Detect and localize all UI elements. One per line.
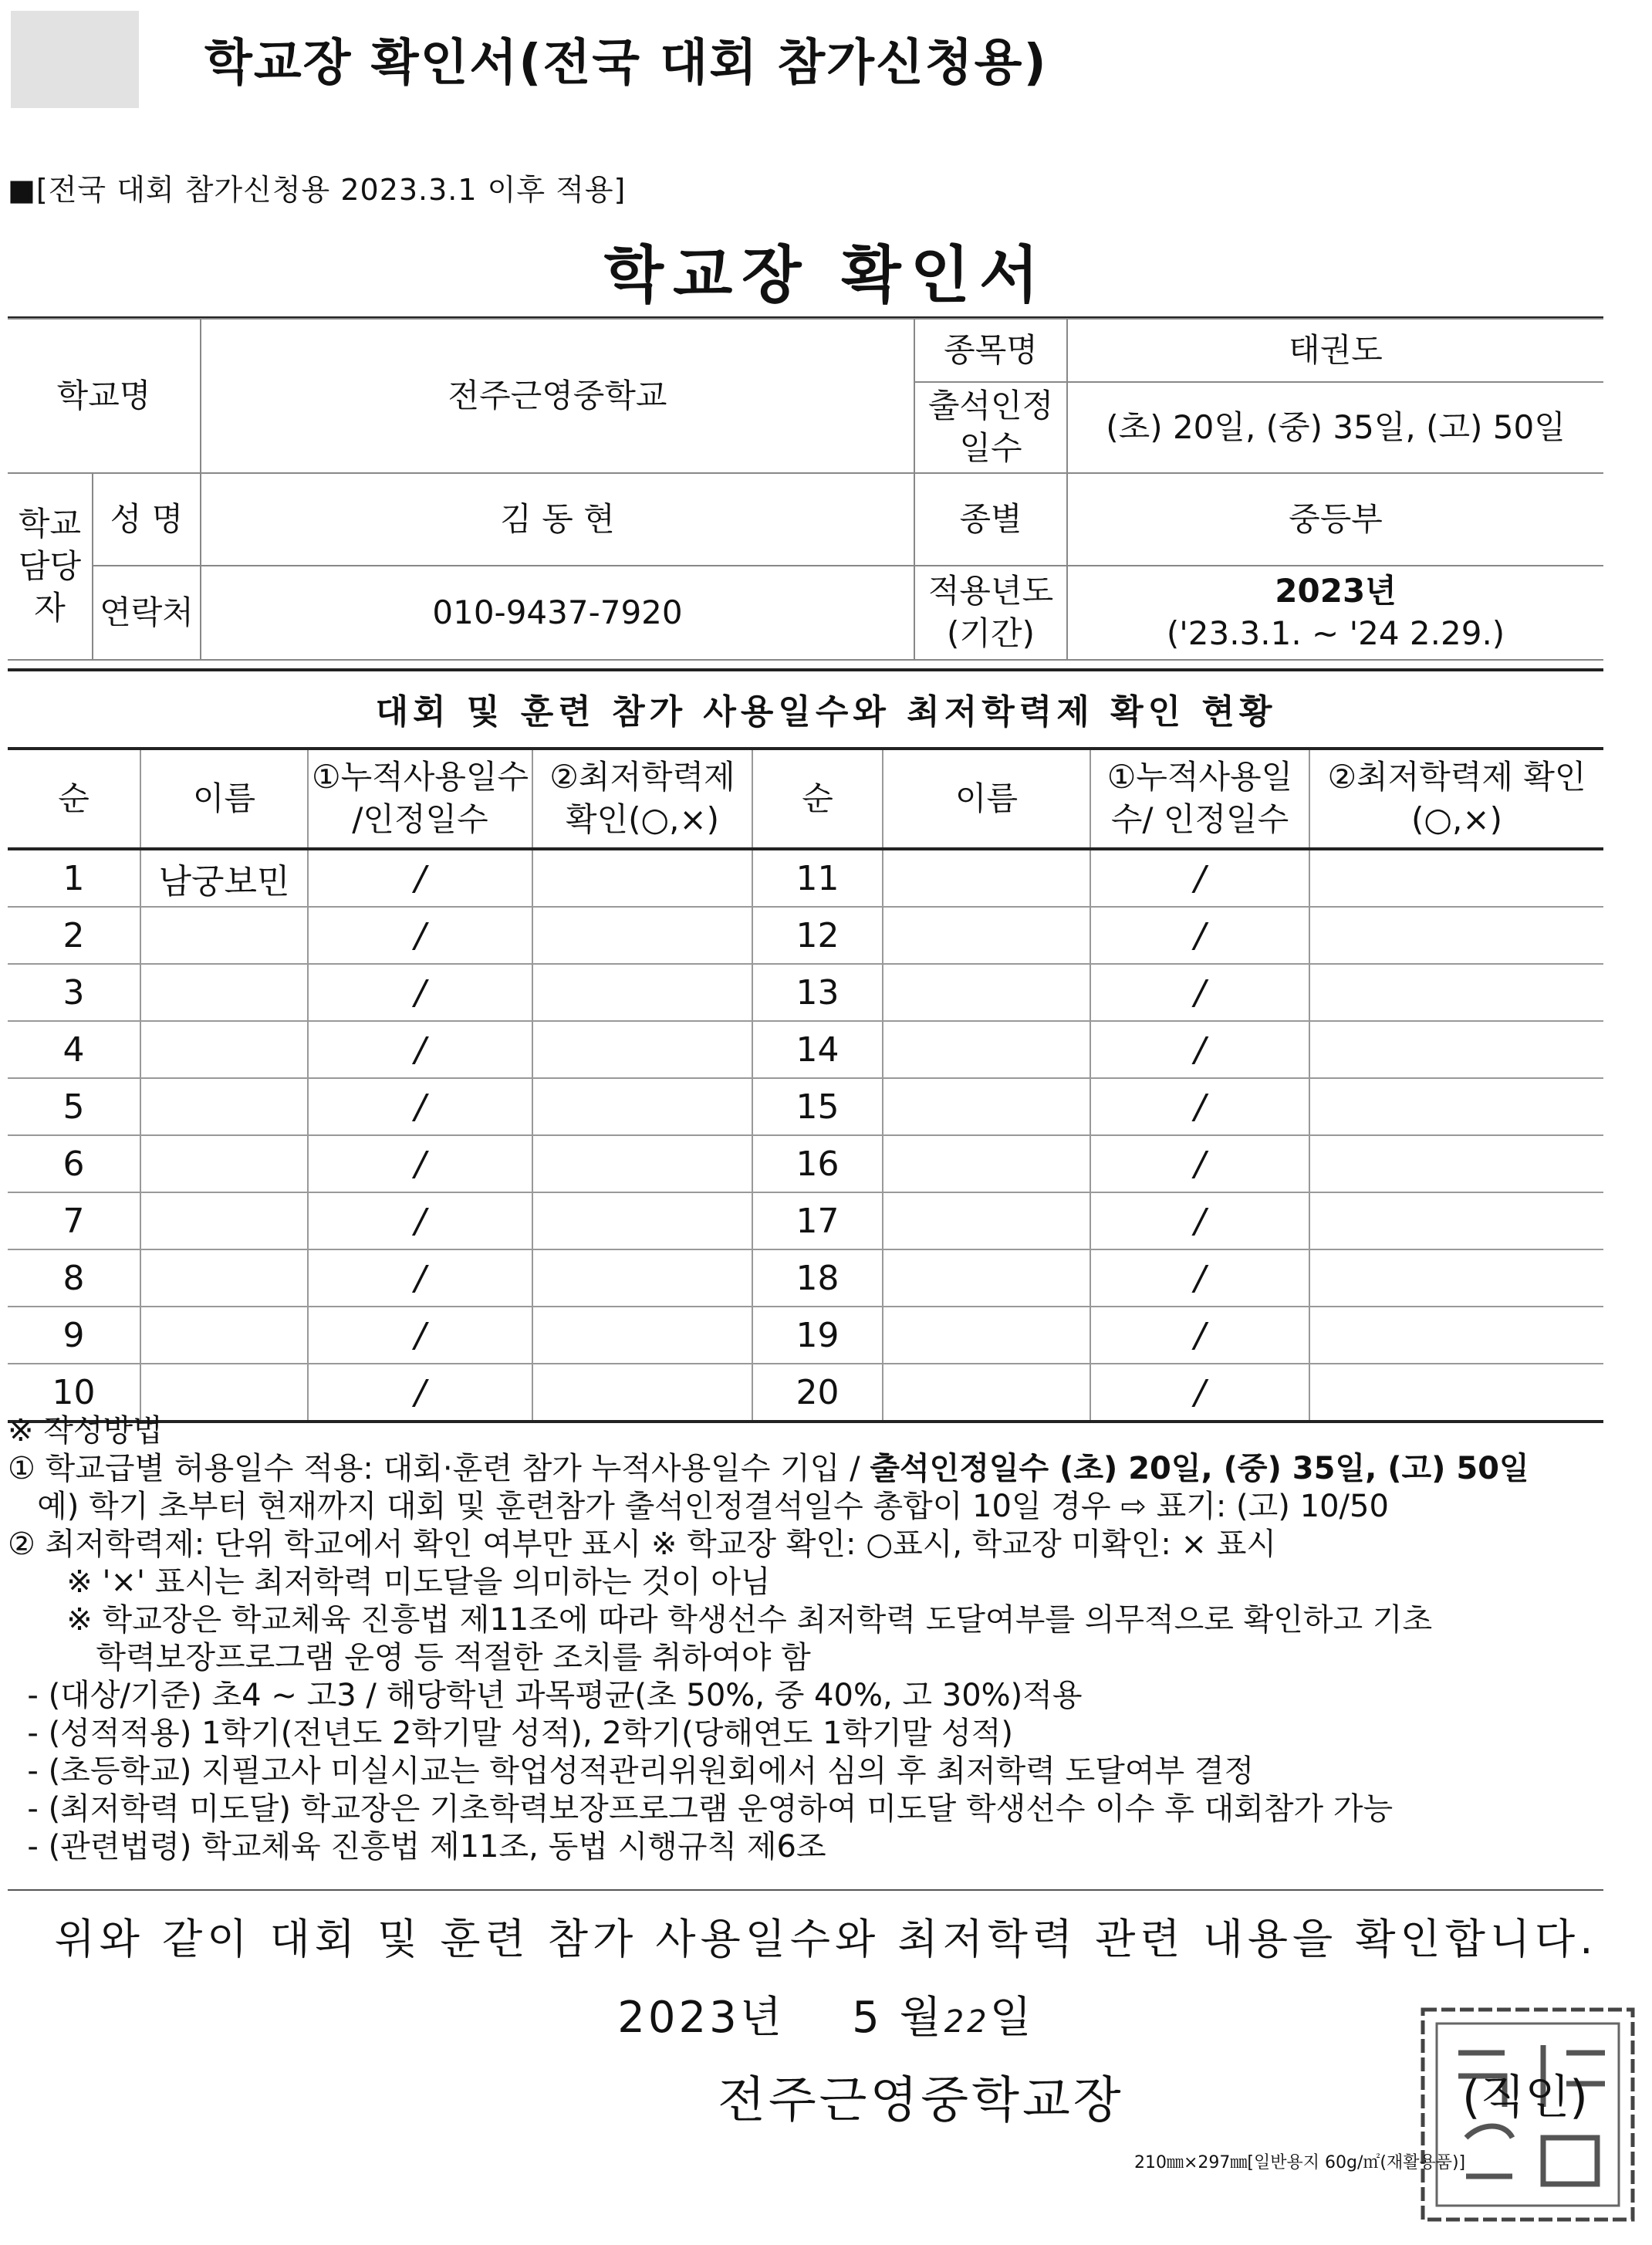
row-name: [883, 1249, 1090, 1307]
row-days: /: [308, 1307, 532, 1364]
row-days: /: [308, 1249, 532, 1307]
criteria-below-min: - (최저학력 미도달) 학교장은 기초학력보장프로그램 운영하여 미도달 학생선수 이수 후 대회참가 가능: [8, 1791, 1394, 1827]
roster-table: [8, 747, 1603, 1423]
row-days: /: [1090, 1078, 1309, 1135]
row-name: [140, 1021, 308, 1078]
principal-title: 전주근영중학교장: [718, 2072, 1124, 2129]
school-label: 학교명: [8, 319, 201, 473]
banner-title: 학교장 확인서(전국 대회 참가신청용): [204, 35, 1048, 92]
row-no: 10: [8, 1364, 140, 1422]
col-no-right: 순: [752, 749, 883, 849]
row-no: 15: [752, 1078, 883, 1135]
division-label: 종별: [914, 473, 1067, 566]
row-check: [532, 1021, 752, 1078]
form-tag: ■[전국 대회 참가신청용 2023.3.1 이후 적용]: [8, 173, 627, 207]
row-days: /: [1090, 964, 1309, 1021]
row-check: [532, 1249, 752, 1307]
table-row: [8, 1249, 1603, 1307]
seal-label: (직인): [1462, 2071, 1588, 2125]
row-days: /: [308, 849, 532, 907]
row-check: [532, 1192, 752, 1249]
page-title: 학교장 확인서: [603, 239, 1049, 311]
row-days: /: [1090, 907, 1309, 964]
row-days: /: [1090, 1249, 1309, 1307]
row-name: [140, 907, 308, 964]
row-no: 16: [752, 1135, 883, 1192]
row-check: [1309, 849, 1603, 907]
instruction-1-bold: 출석인정일수 (초) 20일, (중) 35일, (고) 50일: [870, 1451, 1529, 1486]
row-no: 6: [8, 1135, 140, 1192]
row-check: [1309, 907, 1603, 964]
attendance-value: (초) 20일, (중) 35일, (고) 50일: [1067, 382, 1603, 473]
row-check: [1309, 1192, 1603, 1249]
header-banner: [0, 0, 1652, 116]
row-days: /: [308, 964, 532, 1021]
row-name: [883, 964, 1090, 1021]
row-no: 11: [752, 849, 883, 907]
col-name-right: 이름: [883, 749, 1090, 849]
table-row: [8, 964, 1603, 1021]
row-no: 7: [8, 1192, 140, 1249]
row-days: /: [308, 1135, 532, 1192]
instruction-2-note-b-cont: 학력보장프로그램 운영 등 적절한 조치를 취하여야 함: [8, 1640, 811, 1675]
row-check: [532, 1135, 752, 1192]
row-name: [140, 1307, 308, 1364]
criteria-laws: - (관련법령) 학교체육 진흥법 제11조, 동법 시행규칙 제6조: [8, 1829, 826, 1865]
section-heading: 대회 및 훈련 참가 사용일수와 최저학력제 확인 현황: [375, 692, 1277, 732]
phone-label: 연락처: [93, 566, 201, 660]
row-days: /: [1090, 1364, 1309, 1422]
table-row: [8, 1135, 1603, 1192]
col-days-left: ①누적사용일수 /인정일수: [308, 749, 532, 849]
row-no: 3: [8, 964, 140, 1021]
name-value: 김 동 현: [201, 473, 914, 566]
row-check: [532, 907, 752, 964]
table-row: [8, 849, 1603, 907]
date-day: 22: [944, 2004, 990, 2040]
row-check: [1309, 1249, 1603, 1307]
row-name: [883, 1307, 1090, 1364]
col-name-left: 이름: [140, 749, 308, 849]
row-days: /: [1090, 1021, 1309, 1078]
row-name: [883, 1135, 1090, 1192]
row-name: [140, 1192, 308, 1249]
row-name: [883, 849, 1090, 907]
row-days: /: [308, 1021, 532, 1078]
paper-spec: 210㎜×297㎜[일반용지 60g/㎡(재활용품)]: [1134, 2153, 1466, 2172]
row-no: 17: [752, 1192, 883, 1249]
date-month-unit: 월: [899, 1993, 944, 2043]
division-value: 중등부: [1067, 473, 1603, 566]
row-no: 19: [752, 1307, 883, 1364]
name-label: 성 명: [93, 473, 201, 566]
period-value: ('23.3.1. ~ '24 2.29.): [1166, 614, 1505, 652]
row-check: [1309, 1307, 1603, 1364]
sport-label: 종목명: [914, 319, 1067, 382]
instructions-title: ※ 작성방법: [8, 1413, 163, 1449]
confirmation-statement: 위와 같이 대회 및 훈련 참가 사용일수와 최저학력 관련 내용을 확인합니다.: [54, 1915, 1598, 1963]
col-days-right: ①누적사용일수/ 인정일수: [1090, 749, 1309, 849]
row-days: /: [1090, 1192, 1309, 1249]
school-value: 전주근영중학교: [201, 319, 914, 473]
criteria-grades: - (성적적용) 1학기(전년도 2학기말 성적), 2학기(당해연도 1학기말 성적): [8, 1716, 1014, 1751]
table-row: [8, 1021, 1603, 1078]
row-no: 13: [752, 964, 883, 1021]
row-no: 18: [752, 1249, 883, 1307]
row-name: [883, 1021, 1090, 1078]
row-days: /: [308, 907, 532, 964]
sport-value: 태권도: [1067, 319, 1603, 382]
row-check: [1309, 964, 1603, 1021]
row-name: [140, 964, 308, 1021]
instruction-1: [8, 1450, 1620, 1488]
row-no: 20: [752, 1364, 883, 1422]
row-name: [140, 1135, 308, 1192]
year-label: 적용년도 (기간): [914, 566, 1067, 660]
instructions: [8, 1412, 1620, 1866]
table-row: [8, 1192, 1603, 1249]
row-no: 5: [8, 1078, 140, 1135]
row-no: 4: [8, 1021, 140, 1078]
info-bottom-rule: [8, 668, 1603, 671]
row-name: [140, 1249, 308, 1307]
row-days: /: [1090, 849, 1309, 907]
date-day-unit: 일: [989, 1993, 1035, 2043]
criteria-elementary: - (초등학교) 지필고사 미실시교는 학업성적관리위원회에서 심의 후 최저학력 도달여부 결정: [8, 1753, 1255, 1789]
row-no: 1: [8, 849, 140, 907]
instruction-2-note-b: ※ 학교장은 학교체육 진흥법 제11조에 따라 학생선수 최저학력 도달여부를 의무적으로 확인하고 기초: [8, 1602, 1433, 1638]
row-no: 12: [752, 907, 883, 964]
row-name: 남궁보민: [140, 849, 308, 907]
banner-grey-block: [11, 11, 139, 108]
col-check-left: ②최저학력제 확인(○,×): [532, 749, 752, 849]
instruction-1-text: ① 학교급별 허용일수 적용: 대회·훈련 참가 누적사용일수 기입 /: [8, 1451, 870, 1486]
instruction-2: ② 최저학력제: 단위 학교에서 확인 여부만 표시 ※ 학교장 확인: ○표시, 학교장 미확인: × 표시: [8, 1527, 1277, 1562]
row-no: 14: [752, 1021, 883, 1078]
row-no: 2: [8, 907, 140, 964]
row-days: /: [308, 1078, 532, 1135]
attendance-label: 출석인정 일수: [914, 382, 1067, 473]
row-days: /: [1090, 1135, 1309, 1192]
col-no-left: 순: [8, 749, 140, 849]
row-check: [1309, 1078, 1603, 1135]
date-year: 2023년: [617, 1993, 785, 2043]
row-name: [883, 1192, 1090, 1249]
row-no: 8: [8, 1249, 140, 1307]
row-check: [1309, 1135, 1603, 1192]
phone-value: 010-9437-7920: [201, 566, 914, 660]
row-check: [532, 964, 752, 1021]
row-check: [532, 1078, 752, 1135]
col-check-right: ②최저학력제 확인(○,×): [1309, 749, 1603, 849]
row-days: /: [1090, 1307, 1309, 1364]
instruction-1-example: 예) 학기 초부터 현재까지 대회 및 훈련참가 출석인정결석일수 총합이 10일 경우 ⇨ 표기: (고) 10/50: [8, 1489, 1389, 1524]
issue-date: [0, 1983, 1652, 2045]
instruction-2-note-a: ※ '×' 표시는 최저학력 미도달을 의미하는 것이 아님: [8, 1564, 771, 1600]
row-check: [1309, 1021, 1603, 1078]
criteria-target: - (대상/기준) 초4 ~ 고3 / 해당학년 과목평균(초 50%, 중 40%, 고 30%)적용: [8, 1678, 1083, 1713]
notes-bottom-rule: [8, 1889, 1603, 1891]
table-row: [8, 907, 1603, 964]
contact-person-label: 학교 담당자: [8, 473, 93, 660]
row-days: /: [308, 1192, 532, 1249]
year-cell: [1067, 566, 1603, 660]
row-no: 9: [8, 1307, 140, 1364]
row-name: [883, 907, 1090, 964]
table-row: [8, 1307, 1603, 1364]
info-table: [8, 318, 1603, 661]
row-check: [532, 1307, 752, 1364]
table-row: [8, 1078, 1603, 1135]
row-name: [883, 1078, 1090, 1135]
row-name: [140, 1078, 308, 1135]
row-check: [532, 849, 752, 907]
row-days: /: [308, 1364, 532, 1422]
year-value: 2023년: [1275, 572, 1397, 610]
date-month: 5: [852, 1993, 883, 2043]
